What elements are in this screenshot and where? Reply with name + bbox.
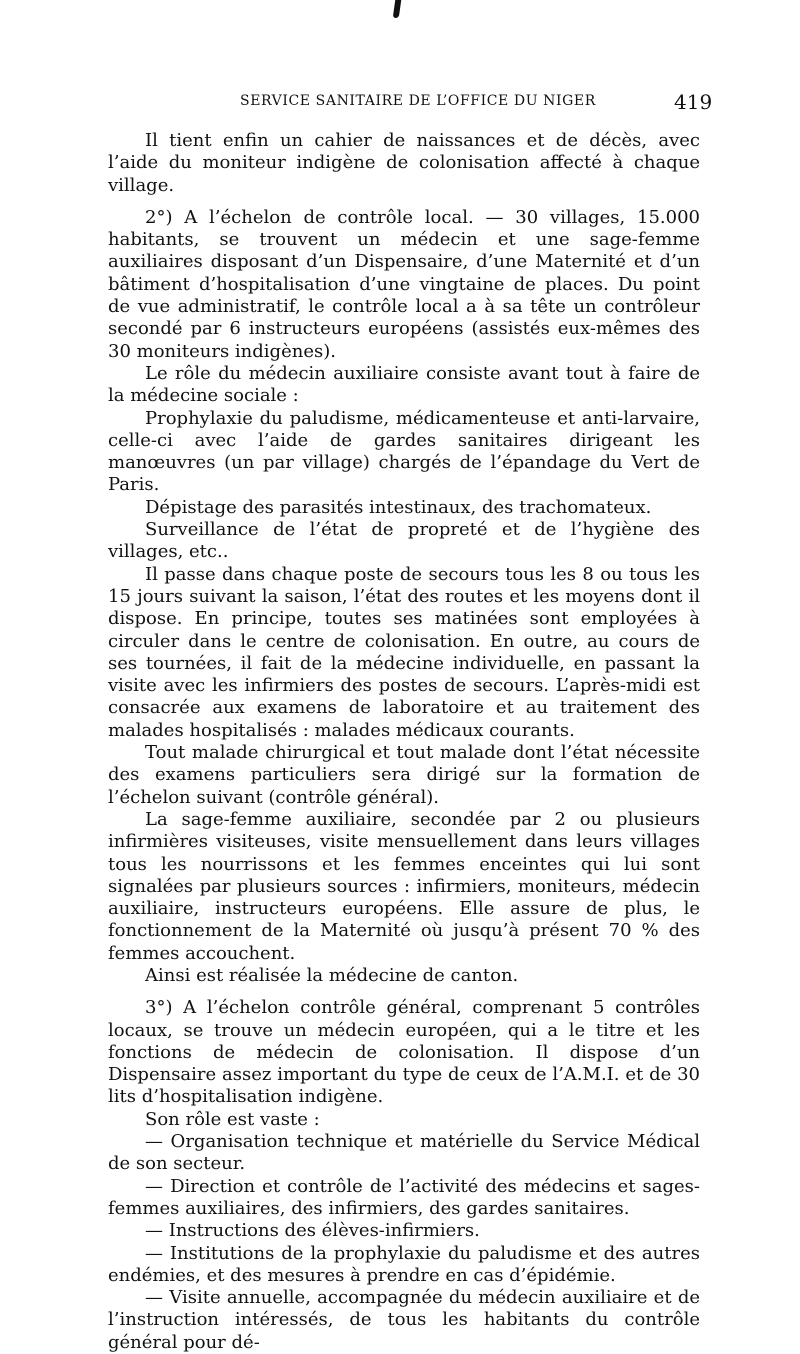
body-text (108, 130, 700, 1354)
paragraph: Surveillance de l’état de propreté et de l’hygiène des villages, etc.. (108, 519, 700, 563)
paragraph: Le rôle du médecin auxiliaire consiste avant tout à faire de la médecine sociale : (108, 362, 700, 407)
paragraph: Dépistage des parasités intestinaux, des trachomateux. (145, 496, 652, 518)
list-item: — Organisation technique et matérielle du Service Médical de son secteur. (108, 1131, 700, 1175)
running-header (0, 90, 800, 114)
list-item: — Visite annuelle, accompagnée du médecin auxiliaire et de l’instruction intéressés, de tous les habitants du contrôle général pour dé- (108, 1287, 700, 1353)
paragraph: Il tient enfin un cahier de naissances et de décès, avec l’aide du moniteur indigène de colonisation affecté à chaque village. (108, 130, 700, 196)
list-item: — Direction et contrôle de l’activité des médecins et sages-femmes auxiliaires, des infirmiers, des gardes sanitaires. (108, 1175, 700, 1219)
section-2-paragraph: 2°) A l’échelon de contrôle local. — 30 villages, 15.000 habitants, se trouvent un médecin et une sage-femme auxiliaires disposant d’un Dispensaire, d’une Maternité et d’un bâtiment d’hospitalisation d’une vingtaine de places. Du point de vue administratif, le contrôle local a à sa tête un contrôleur secondé par 6 instructeurs européens (assistés eux-mêmes des 30 moniteurs indigènes). (108, 206, 700, 362)
paragraph: Son rôle est vaste : (145, 1108, 320, 1130)
paragraph: Prophylaxie du paludisme, médicamenteuse et anti-larvaire, celle-ci avec l’aide de gardes sanitaires dirigeant les manœuvres (un par village) chargés de l’épandage du Vert de Paris. (108, 407, 700, 496)
paragraph: Tout malade chirurgical et tout malade dont l’état nécessite des examens particuliers sera dirigé sur la formation de l’échelon suivant (contrôle général). (108, 742, 700, 808)
paragraph: La sage-femme auxiliaire, secondée par 2 ou plusieurs infirmières visiteuses, visite mensuellement dans leurs villages tous les nourrissons et les femmes enceintes qui lui sont signalées par plusieurs sources : infirmiers, moniteurs, médecin auxiliaire, instructeurs européens. Elle assure de plus, le fonctionnement de la Maternité où jusqu’à présent 70 % des femmes accouchent. (108, 808, 700, 964)
list-item: — Instructions des élèves-infirmiers. (145, 1220, 480, 1242)
ink-mark (393, 0, 402, 18)
section-3-paragraph: 3°) A l’échelon contrôle général, comprenant 5 contrôles locaux, se trouve un médecin européen, qui a le titre et les fonctions de médecin de colonisation. Il dispose d’un Dispensaire assez important du type de ceux de l’A.M.I. et de 30 lits d’hospitalisation indigène. (108, 997, 700, 1108)
list-item: — Institutions de la prophylaxie du paludisme et des autres endémies, et des mesures à prendre en cas d’épidémie. (108, 1242, 700, 1286)
paragraph: Ainsi est réalisée la médecine de canton. (145, 964, 519, 986)
page-number: 419 (674, 90, 713, 114)
paragraph: Il passe dans chaque poste de secours tous les 8 ou tous les 15 jours suivant la saison, l’état des routes et les moyens dont il dispose. En principe, toutes ses matinées sont employées à circuler dans le centre de colonisation. En outre, au cours de ses tournées, il fait de la médecine individuelle, en passant la visite avec les infirmiers des postes de secours. L’après-midi est consacrée aux examens de laboratoire et au traitement des malades hospitalisés : malades médicaux courants. (108, 563, 700, 741)
header-title: SERVICE SANITAIRE DE L’OFFICE DU NIGER (240, 93, 596, 109)
